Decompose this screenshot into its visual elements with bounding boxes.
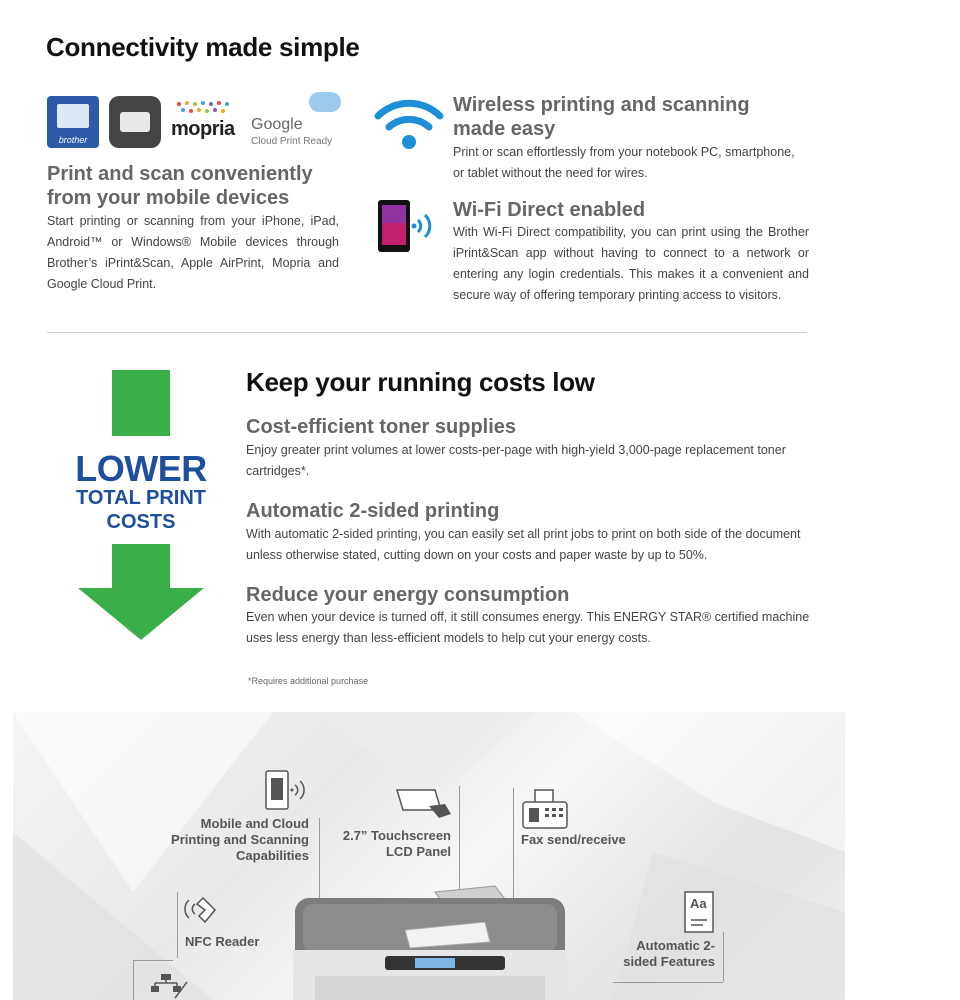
running-costs-title [246,367,595,398]
google-cloud-print-logo [251,92,351,150]
duplex-icon-text: Aa [690,896,707,911]
wifi-icon [374,98,444,152]
wireless-heading: Wireless printing and scanning made easy [453,94,750,140]
toner-heading: Cost-efficient toner supplies [246,416,517,438]
nfc-icon [183,890,225,933]
mopria-logo [171,100,241,146]
wireless-body: Print or scan effortlessly from your notebook PC, smartphone, or tablet without the need for wires. [453,145,795,180]
airprint-printer-icon [109,96,161,148]
google-word: Google [251,116,303,133]
mobile-app-logos [47,90,347,150]
running-costs-title-rest: Keep your [246,367,378,397]
brother-app-label: brother [58,135,88,145]
lower-word: LOWER [75,448,207,489]
mopria-word: mopria [171,118,235,140]
cloud-icon [309,92,341,112]
network-icon [147,968,191,1000]
touchscreen-callout: 2.7” Touchscreen LCD Panel [342,828,451,859]
mobile-cloud-callout: Mobile and Cloud Printing and Scanning Capabilities [171,816,309,863]
brother-iprint-app-icon [47,96,99,148]
fax-callout: Fax send/receive [521,832,626,847]
nfc-callout: NFC Reader [185,934,260,949]
duplex-callout: Automatic 2-sided Features [623,938,715,969]
duplex-body: With automatic 2-sided printing, you can easily set all print jobs to print on both side of the document unless otherwise stated, cutting down on your costs and paper waste by up to 50%. [246,527,801,562]
wifi-direct-phone-icon [376,198,440,256]
mobile-printing-body: Start printing or scanning from your iPhone, iPad, Android™ or Windows® Mobile devices through Brother’s iPrint&Scan, Apple AirPrint, Mopria and Google Cloud Print. [47,214,339,291]
mobile-signal-icon [265,770,313,817]
printer-features-banner [13,712,845,1000]
mopria-dots-icon [171,100,241,114]
touchscreen-icon [395,788,453,833]
duplex-heading: Automatic 2-sided printing [246,500,500,522]
energy-body: Even when your device is turned off, it still consumes energy. This ENERGY STAR® certified machine uses less energy than less-efficient models to help cut your energy costs. [246,610,810,645]
total-print-costs-text: TOTAL PRINT COSTS [76,487,206,533]
connectivity-title-bold: Connectivity [46,32,199,62]
wifi-direct-heading: Wi-Fi Direct enabled [453,199,646,221]
wifi-direct-body: With Wi-Fi Direct compatibility, you can print using the Brother iPrint&Scan app without having to connect to a network or entering any login credentials. This makes it a convenient and secure way of offering temporary printing access to visitors. [453,225,809,302]
printer-illustration [285,882,585,1000]
duplex-page-icon [681,890,717,939]
mobile-printing-heading: Print and scan conveniently from your mobile devices [47,163,313,209]
cloud-print-ready-text: Cloud Print Ready [251,136,333,147]
energy-heading: Reduce your energy consumption [246,584,570,606]
section-divider [47,332,807,333]
fax-icon [521,788,571,835]
toner-body: Enjoy greater print volumes at lower costs-per-page with high-yield 3,000-page replacement toner cartridges*. [246,443,786,478]
footnote: *Requires additional purchase [248,676,369,686]
connectivity-title-rest: made simple [198,32,360,62]
connectivity-title [46,32,360,63]
running-costs-title-bold: running costs low [377,367,595,397]
